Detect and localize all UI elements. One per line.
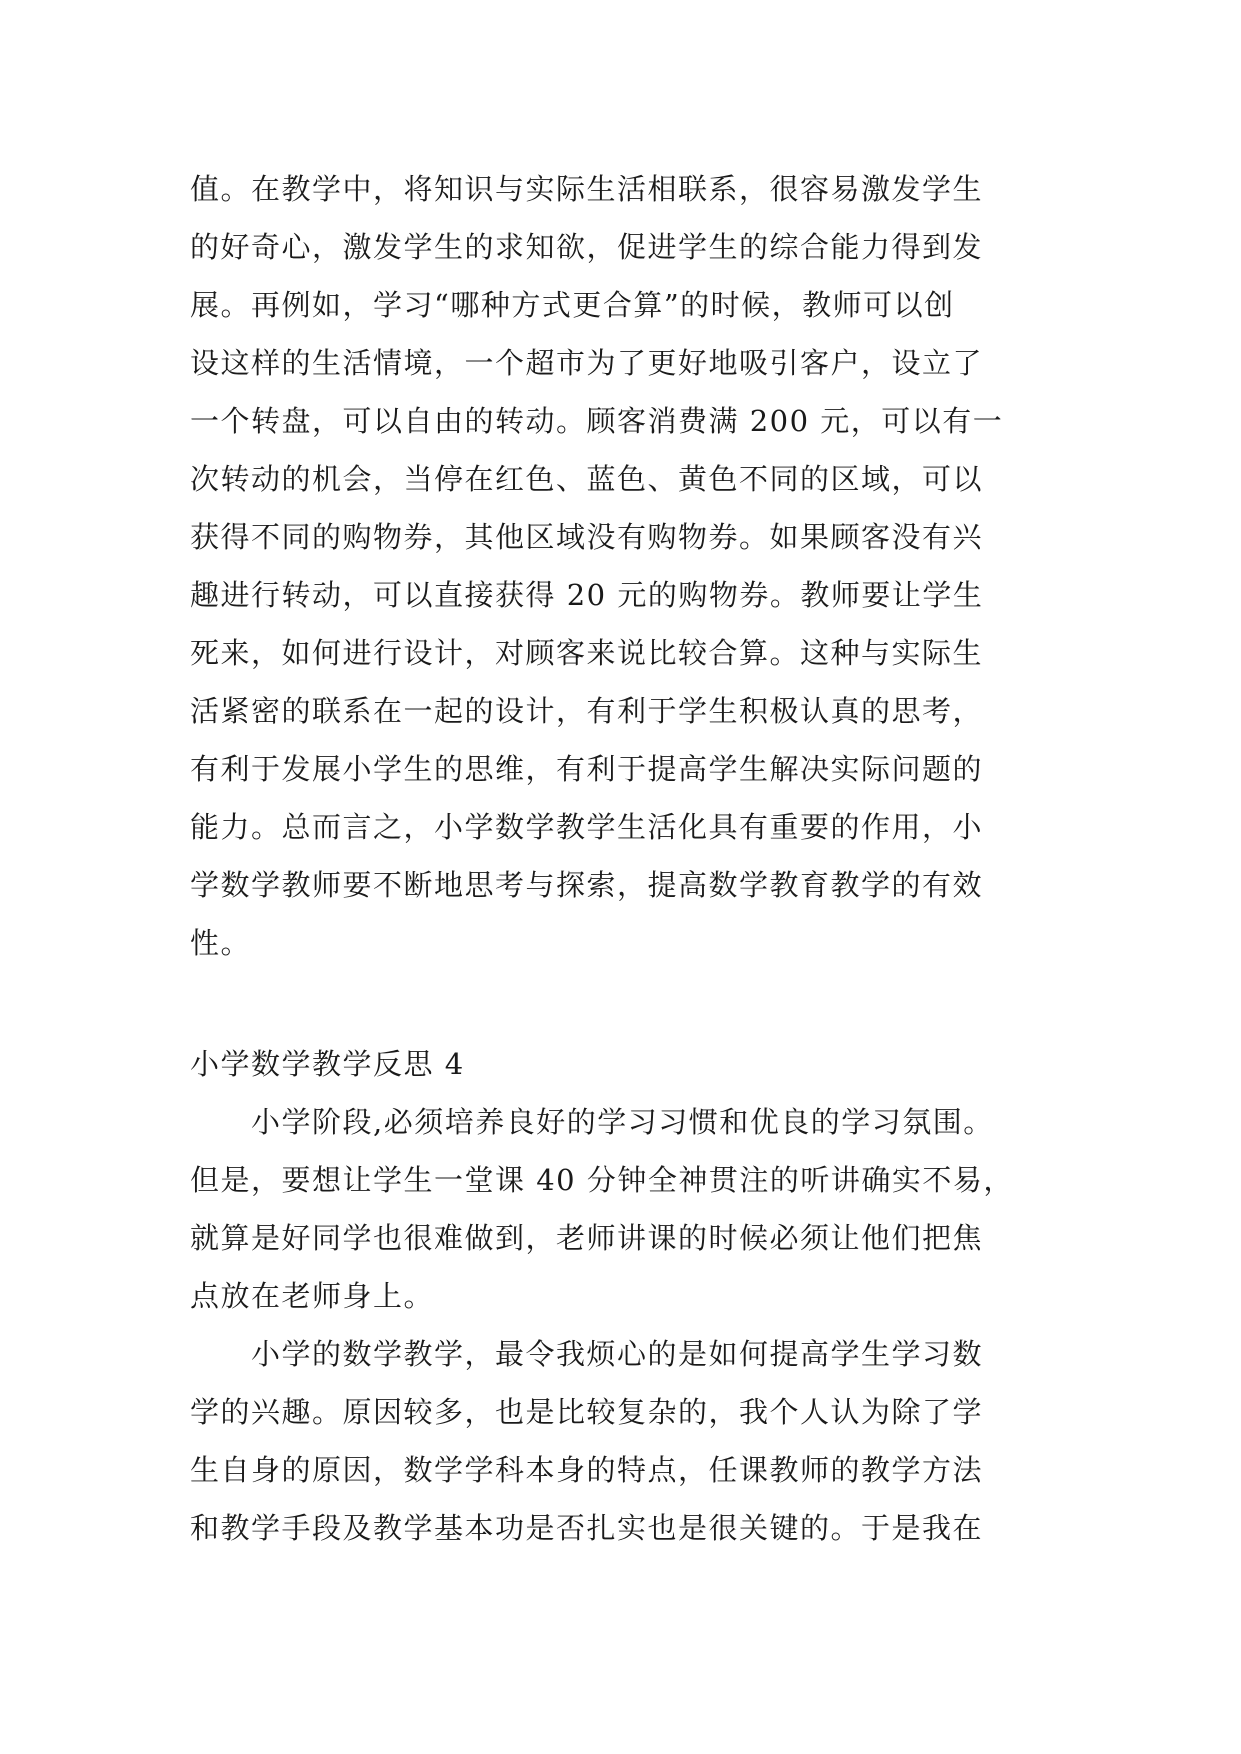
- text-line: 趣进行转动，可以直接获得 20 元的购物券。教师要让学生: [190, 578, 984, 612]
- text-line: 性。: [190, 926, 252, 960]
- text-line: 设这样的生活情境，一个超市为了更好地吸引客户，设立了: [190, 346, 984, 380]
- text-line: 就算是好同学也很难做到，老师讲课的时候必须让他们把焦: [190, 1221, 984, 1255]
- text-line: 一个转盘，可以自由的转动。顾客消费满 200 元，可以有一: [190, 404, 1004, 438]
- paragraph-continued: [190, 160, 1070, 972]
- text-line: 活紧密的联系在一起的设计，有利于学生积极认真的思考，: [190, 694, 984, 728]
- text-line: 死来，如何进行设计，对顾客来说比较合算。这种与实际生: [190, 636, 984, 670]
- text-line: 和教学手段及教学基本功是否扎实也是很关键的。于是我在: [190, 1511, 984, 1545]
- text-line: 展。再例如，学习“哪种方式更合算”的时候，教师可以创: [190, 288, 955, 322]
- text-line: 次转动的机会，当停在红色、蓝色、黄色不同的区域，可以: [190, 462, 984, 496]
- paragraph: [190, 1093, 1070, 1325]
- text-line: 有利于发展小学生的思维，有利于提高学生解决实际问题的: [190, 752, 984, 786]
- paragraph: [190, 1325, 1070, 1557]
- text-line: 点放在老师身上。: [190, 1279, 435, 1313]
- text-line: 值。在教学中，将知识与实际生活相联系，很容易激发学生: [190, 172, 984, 206]
- text-line: 能力。总而言之，小学数学教学生活化具有重要的作用，小: [190, 810, 984, 844]
- section-heading: [190, 1035, 1070, 1093]
- text-line: 获得不同的购物券，其他区域没有购物券。如果顾客没有兴: [190, 520, 984, 554]
- text-line: 学数学教师要不断地思考与探索，提高数学教育教学的有效: [190, 868, 984, 902]
- text-line: 的好奇心，激发学生的求知欲，促进学生的综合能力得到发: [190, 230, 984, 264]
- text-line: 学的兴趣。原因较多，也是比较复杂的，我个人认为除了学: [190, 1395, 984, 1429]
- text-line: 小学阶段,必须培养良好的学习习惯和优良的学习氛围。: [190, 1105, 994, 1139]
- text-line: 生自身的原因，数学学科本身的特点，任课教师的教学方法: [190, 1453, 984, 1487]
- text-line: 但是，要想让学生一堂课 40 分钟全神贯注的听讲确实不易，: [190, 1163, 1014, 1197]
- text-line: 小学的数学教学，最令我烦心的是如何提高学生学习数: [190, 1337, 984, 1371]
- section-heading-text: 小学数学教学反思 4: [190, 1047, 465, 1081]
